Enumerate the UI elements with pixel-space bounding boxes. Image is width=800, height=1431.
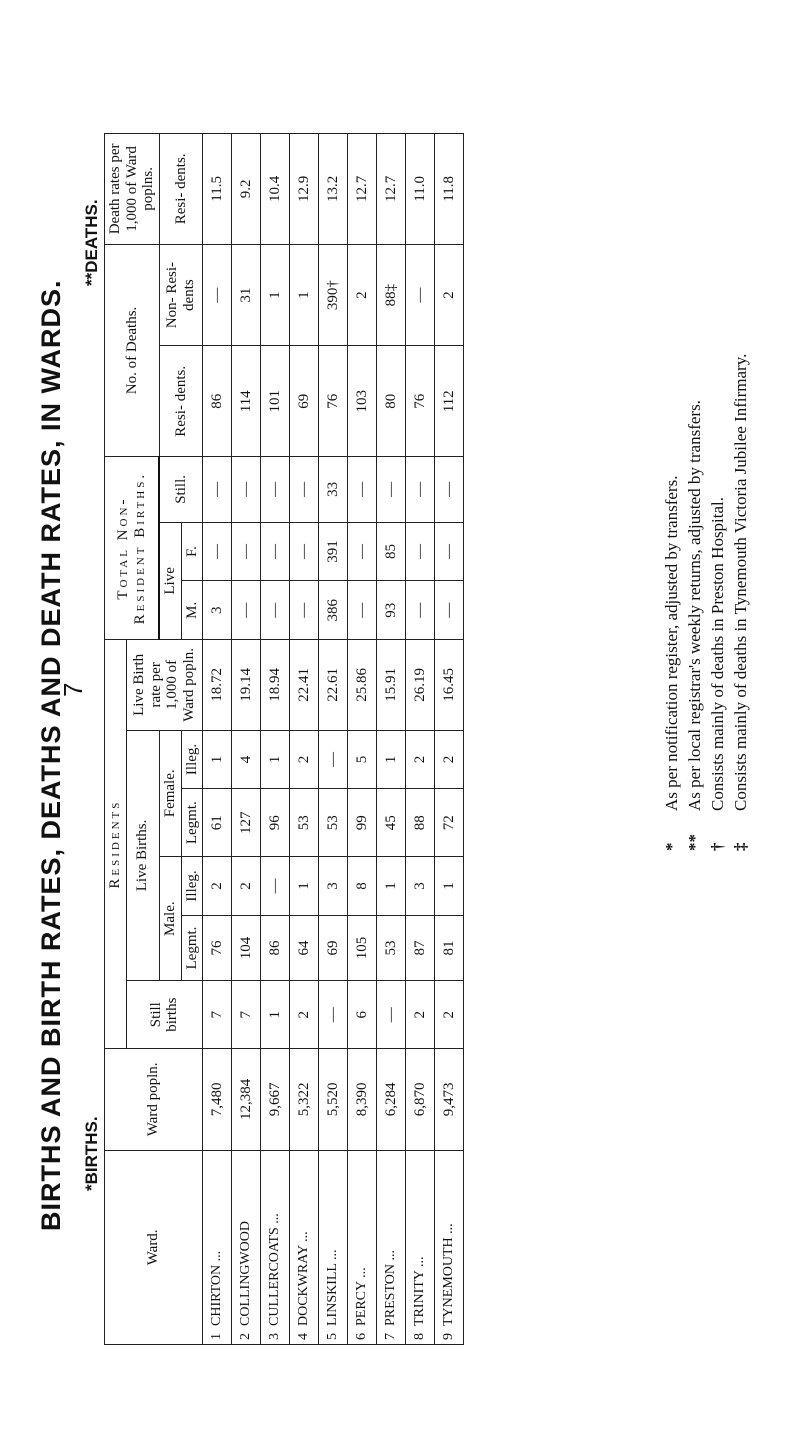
header-still: Still. bbox=[159, 457, 203, 523]
ward-number: 1 bbox=[209, 1333, 224, 1340]
cell-female-illeg: 2 bbox=[290, 730, 319, 789]
cell-popln: 6,284 bbox=[377, 1049, 406, 1151]
births-marker: *BIRTHS. bbox=[82, 1116, 101, 1191]
cell-nr-f: — bbox=[232, 522, 261, 581]
cell-deaths-res: 76 bbox=[319, 346, 348, 457]
cell-dr: 10.4 bbox=[261, 134, 290, 245]
cell-female-illeg: — bbox=[319, 730, 348, 789]
header-male-legmt: Legmt. bbox=[181, 915, 203, 981]
cell-nr-f: — bbox=[435, 522, 464, 581]
cell-dr: 9.2 bbox=[232, 134, 261, 245]
ward-name: TYNEMOUTH ... bbox=[441, 1223, 456, 1326]
header-female: Female. bbox=[159, 730, 181, 857]
ward-cell bbox=[290, 1150, 319, 1344]
cell-female-legmt: 72 bbox=[435, 789, 464, 857]
cell-lbr: 19.14 bbox=[232, 640, 261, 730]
header-ward-popln: Ward popln. bbox=[105, 1049, 203, 1151]
table-row bbox=[348, 134, 377, 1345]
cell-deaths-res: 80 bbox=[377, 346, 406, 457]
page-number: 7 bbox=[58, 682, 88, 697]
cell-nr-still: — bbox=[406, 457, 435, 523]
cell-dr: 12.9 bbox=[290, 134, 319, 245]
table-row bbox=[261, 134, 290, 1345]
cell-dr: 12.7 bbox=[348, 134, 377, 245]
cell-nr-m: 386 bbox=[319, 581, 348, 640]
ward-cell bbox=[435, 1150, 464, 1344]
cell-male-legmt: 81 bbox=[435, 915, 464, 981]
header-deaths-non-residents: Non- Resi- dents bbox=[159, 244, 203, 346]
ward-name: PRESTON ... bbox=[383, 1250, 398, 1326]
ward-name: CHIRTON ... bbox=[209, 1250, 224, 1326]
cell-deaths-res: 114 bbox=[232, 346, 261, 457]
cell-nr-m: — bbox=[406, 581, 435, 640]
cell-nr-still: — bbox=[435, 457, 464, 523]
header-nr-f: F. bbox=[181, 522, 203, 581]
header-no-of-deaths: No. of Deaths. bbox=[105, 244, 160, 456]
cell-male-illeg: 1 bbox=[290, 857, 319, 916]
table-row bbox=[377, 134, 406, 1345]
header-female-legmt: Legmt. bbox=[181, 789, 203, 857]
cell-dr: 11.0 bbox=[406, 134, 435, 245]
ward-number: 4 bbox=[296, 1333, 311, 1340]
cell-still: 2 bbox=[290, 981, 319, 1049]
cell-lbr: 18.72 bbox=[203, 640, 232, 730]
cell-deaths-res: 76 bbox=[406, 346, 435, 457]
cell-nr-still: — bbox=[377, 457, 406, 523]
ward-cell bbox=[377, 1150, 406, 1344]
cell-deaths-nonres: — bbox=[203, 244, 232, 346]
ward-name: CULLERCOATS ... bbox=[267, 1213, 282, 1326]
cell-nr-m: — bbox=[232, 581, 261, 640]
header-total-non-resident-births: Total Non-Resident Births. bbox=[105, 457, 160, 640]
cell-nr-m: — bbox=[348, 581, 377, 640]
ward-number: 9 bbox=[441, 1333, 456, 1340]
ward-cell bbox=[232, 1150, 261, 1344]
footnote: *As per notification register, adjusted by transfers. bbox=[662, 475, 681, 851]
cell-deaths-res: 101 bbox=[261, 346, 290, 457]
cell-lbr: 16.45 bbox=[435, 640, 464, 730]
cell-deaths-res: 103 bbox=[348, 346, 377, 457]
cell-female-illeg: 4 bbox=[232, 730, 261, 789]
cell-lbr: 15.91 bbox=[377, 640, 406, 730]
cell-nr-m: 3 bbox=[203, 581, 232, 640]
cell-nr-f: — bbox=[348, 522, 377, 581]
ward-name: PERCY ... bbox=[354, 1267, 369, 1326]
cell-female-illeg: 1 bbox=[377, 730, 406, 789]
cell-nr-f: — bbox=[261, 522, 290, 581]
cell-female-legmt: 53 bbox=[290, 789, 319, 857]
header-live-birth-rate: Live Birth rate per 1,000 of Ward popln. bbox=[126, 640, 203, 730]
cell-nr-f: 85 bbox=[377, 522, 406, 581]
cell-deaths-nonres: 1 bbox=[261, 244, 290, 346]
cell-nr-f: — bbox=[203, 522, 232, 581]
cell-deaths-nonres: 390† bbox=[319, 244, 348, 346]
ward-number: 7 bbox=[383, 1333, 398, 1340]
cell-popln: 5,520 bbox=[319, 1049, 348, 1151]
cell-dr: 11.5 bbox=[203, 134, 232, 245]
ward-cell bbox=[406, 1150, 435, 1344]
deaths-marker: **DEATHS. bbox=[82, 199, 101, 286]
cell-female-legmt: 61 bbox=[203, 789, 232, 857]
cell-popln: 12,384 bbox=[232, 1049, 261, 1151]
table-row bbox=[290, 134, 319, 1345]
cell-still: 7 bbox=[232, 981, 261, 1049]
ward-name: TRINITY ... bbox=[412, 1256, 427, 1326]
ward-number: 5 bbox=[325, 1333, 340, 1340]
cell-female-legmt: 99 bbox=[348, 789, 377, 857]
cell-female-legmt: 96 bbox=[261, 789, 290, 857]
cell-deaths-nonres: — bbox=[406, 244, 435, 346]
cell-popln: 5,322 bbox=[290, 1049, 319, 1151]
cell-nr-still: — bbox=[232, 457, 261, 523]
header-death-rate-residents: Resi- dents. bbox=[159, 134, 203, 245]
cell-deaths-nonres: 2 bbox=[348, 244, 377, 346]
cell-female-legmt: 53 bbox=[319, 789, 348, 857]
cell-nr-still: — bbox=[348, 457, 377, 523]
cell-lbr: 22.41 bbox=[290, 640, 319, 730]
cell-popln: 7,480 bbox=[203, 1049, 232, 1151]
ward-number: 6 bbox=[354, 1333, 369, 1340]
ward-cell bbox=[348, 1150, 377, 1344]
header-female-illeg: Illeg. bbox=[181, 730, 203, 789]
header-ward: Ward. bbox=[105, 1150, 203, 1344]
cell-popln: 6,870 bbox=[406, 1049, 435, 1151]
table-row bbox=[203, 134, 232, 1345]
cell-male-legmt: 105 bbox=[348, 915, 377, 981]
cell-male-legmt: 87 bbox=[406, 915, 435, 981]
cell-still: 2 bbox=[406, 981, 435, 1049]
cell-male-legmt: 53 bbox=[377, 915, 406, 981]
cell-female-illeg: 1 bbox=[261, 730, 290, 789]
births-deaths-table bbox=[104, 133, 464, 1345]
header-male-illeg: Illeg. bbox=[181, 857, 203, 916]
cell-male-legmt: 86 bbox=[261, 915, 290, 981]
cell-nr-still: — bbox=[261, 457, 290, 523]
ward-cell bbox=[203, 1150, 232, 1344]
cell-male-illeg: 1 bbox=[435, 857, 464, 916]
cell-male-illeg: 2 bbox=[232, 857, 261, 916]
cell-female-legmt: 45 bbox=[377, 789, 406, 857]
cell-lbr: 18.94 bbox=[261, 640, 290, 730]
cell-still: 1 bbox=[261, 981, 290, 1049]
cell-female-illeg: 2 bbox=[435, 730, 464, 789]
ward-name: COLLINGWOOD bbox=[238, 1221, 253, 1326]
cell-deaths-nonres: 88‡ bbox=[377, 244, 406, 346]
table-header bbox=[105, 134, 203, 1345]
cell-male-legmt: 64 bbox=[290, 915, 319, 981]
header-residents: Residents bbox=[105, 640, 127, 1049]
header-death-rates: Death rates per 1,000 of Ward poplns. bbox=[105, 134, 160, 245]
table-body bbox=[203, 134, 464, 1345]
footnote: †Consists mainly of deaths in Preston Hospital. bbox=[708, 496, 727, 851]
table-row bbox=[232, 134, 261, 1345]
cell-deaths-nonres: 2 bbox=[435, 244, 464, 346]
header-still-births: Still births bbox=[126, 981, 203, 1049]
cell-male-legmt: 76 bbox=[203, 915, 232, 981]
cell-deaths-res: 112 bbox=[435, 346, 464, 457]
cell-deaths-res: 86 bbox=[203, 346, 232, 457]
cell-lbr: 26.19 bbox=[406, 640, 435, 730]
cell-nr-still: 33 bbox=[319, 457, 348, 523]
cell-still: 6 bbox=[348, 981, 377, 1049]
cell-dr: 13.2 bbox=[319, 134, 348, 245]
cell-lbr: 22.61 bbox=[319, 640, 348, 730]
cell-male-illeg: 2 bbox=[203, 857, 232, 916]
cell-nr-still: — bbox=[290, 457, 319, 523]
cell-nr-still: — bbox=[203, 457, 232, 523]
ward-cell bbox=[319, 1150, 348, 1344]
cell-popln: 9,667 bbox=[261, 1049, 290, 1151]
cell-still: — bbox=[319, 981, 348, 1049]
cell-lbr: 25.86 bbox=[348, 640, 377, 730]
cell-popln: 8,390 bbox=[348, 1049, 377, 1151]
cell-still: — bbox=[377, 981, 406, 1049]
cell-popln: 9,473 bbox=[435, 1049, 464, 1151]
cell-male-legmt: 104 bbox=[232, 915, 261, 981]
cell-nr-m: 93 bbox=[377, 581, 406, 640]
header-nr-m: M. bbox=[181, 581, 203, 640]
cell-nr-f: — bbox=[406, 522, 435, 581]
ward-number: 8 bbox=[412, 1333, 427, 1340]
cell-deaths-res: 69 bbox=[290, 346, 319, 457]
ward-number: 2 bbox=[238, 1333, 253, 1340]
cell-male-illeg: 8 bbox=[348, 857, 377, 916]
cell-male-legmt: 69 bbox=[319, 915, 348, 981]
page-title: BIRTHS AND BIRTH RATES, DEATHS AND DEATH RATES, IN WARDS. bbox=[36, 279, 66, 1231]
footnote: ‡Consists mainly of deaths in Tynemouth Victoria Jubilee Infirmary. bbox=[731, 353, 750, 851]
header-live-births: Live Births. bbox=[126, 730, 159, 981]
cell-nr-f: — bbox=[290, 522, 319, 581]
cell-female-legmt: 127 bbox=[232, 789, 261, 857]
cell-female-legmt: 88 bbox=[406, 789, 435, 857]
cell-female-illeg: 2 bbox=[406, 730, 435, 789]
cell-deaths-nonres: 31 bbox=[232, 244, 261, 346]
table-row bbox=[406, 134, 435, 1345]
cell-nr-m: — bbox=[435, 581, 464, 640]
table-row bbox=[319, 134, 348, 1345]
ward-cell bbox=[261, 1150, 290, 1344]
header-male: Male. bbox=[159, 857, 181, 981]
cell-deaths-nonres: 1 bbox=[290, 244, 319, 346]
cell-male-illeg: 3 bbox=[406, 857, 435, 916]
cell-still: 7 bbox=[203, 981, 232, 1049]
ward-number: 3 bbox=[267, 1333, 282, 1340]
cell-dr: 11.8 bbox=[435, 134, 464, 245]
cell-nr-m: — bbox=[290, 581, 319, 640]
cell-male-illeg: — bbox=[261, 857, 290, 916]
cell-nr-f: 391 bbox=[319, 522, 348, 581]
cell-female-illeg: 5 bbox=[348, 730, 377, 789]
ward-name: DOCKWRAY ... bbox=[296, 1231, 311, 1326]
cell-female-illeg: 1 bbox=[203, 730, 232, 789]
cell-dr: 12.7 bbox=[377, 134, 406, 245]
cell-male-illeg: 1 bbox=[377, 857, 406, 916]
cell-male-illeg: 3 bbox=[319, 857, 348, 916]
header-live: Live bbox=[159, 522, 181, 639]
table-row bbox=[435, 134, 464, 1345]
footnotes bbox=[660, 354, 752, 851]
footnote: **As per local registrar's weekly returns, adjusted by transfers. bbox=[685, 400, 704, 851]
header-deaths-residents: Resi- dents. bbox=[159, 346, 203, 457]
cell-still: 2 bbox=[435, 981, 464, 1049]
ward-name: LINSKILL ... bbox=[325, 1249, 340, 1326]
cell-nr-m: — bbox=[261, 581, 290, 640]
